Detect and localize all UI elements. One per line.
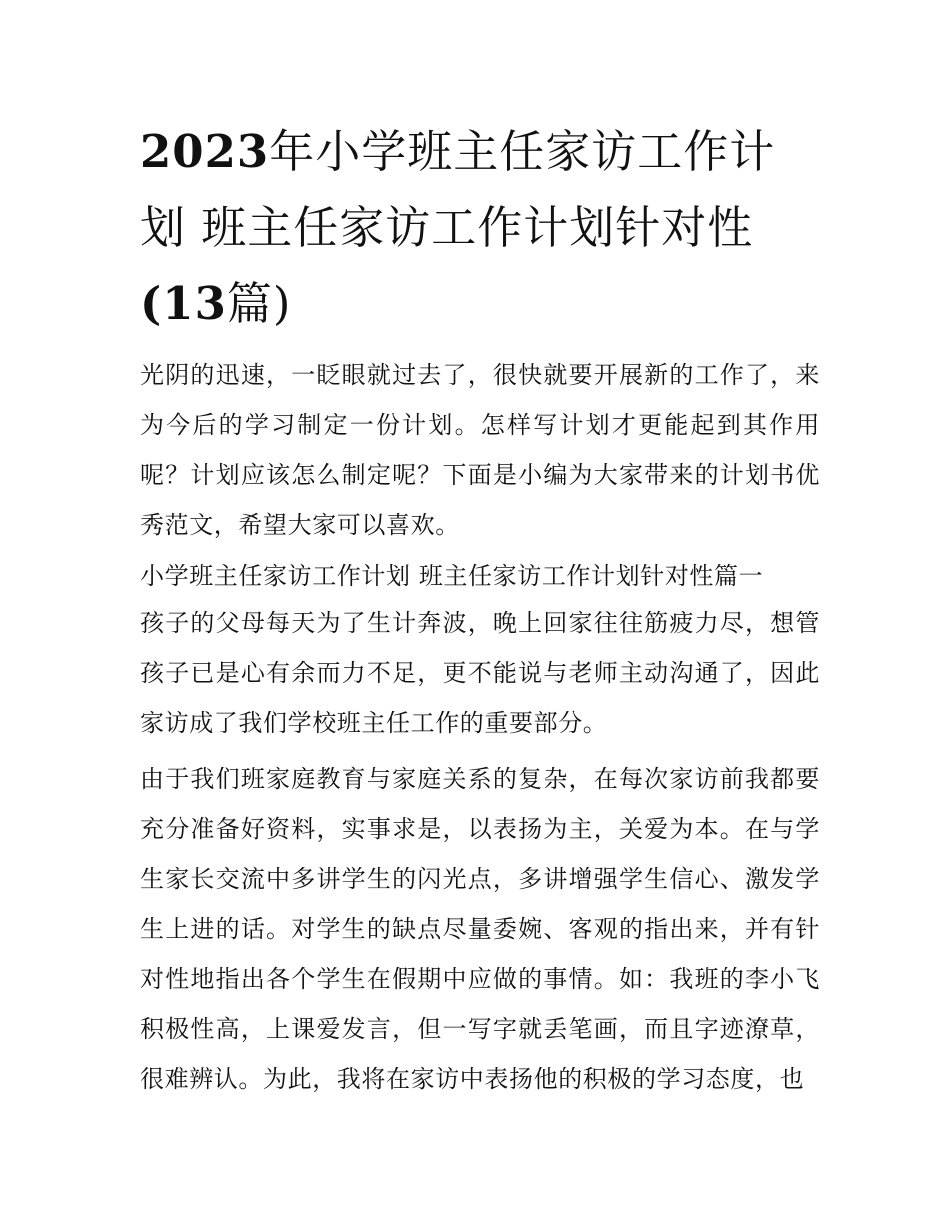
title-count: (13 [140,277,227,330]
body-paragraph: 由于我们班家庭教育与家庭关系的复杂，在每次家访前我都要充分准备好资料，实事求是，以表扬为主，关爱为本。在与学生家长交流中多讲学生的闪光点，多讲增强学生信心、激发学生上进的话。对学生的缺点尽量委婉、客观的指出来，并有针对性地指出各个学生在假期中应做的事情。如：我班的李小飞积极性高，上课爱发言，但一写字就丢笔画，而且字迹潦草，很难辨认。为此，我将在家访中表扬他的积极的学习态度，也 [140,765,820,1093]
intro-paragraph: 光阴的迅速，一眨眼就过去了，很快就要开展新的工作了，来为今后的学习制定一份计划。怎样写计划才更能起到其作用呢？计划应该怎么制定呢？下面是小编为大家带来的计划书优秀范文，希望大家可以喜欢。 [140,361,820,539]
title-count-word: 篇) [226,277,292,330]
section-heading: 小学班主任家访工作计划 班主任家访工作计划针对性篇一 [140,562,764,590]
document-page [140,0,820,1104]
body-paragraph: 孩子的父母每天为了生计奔波，晚上回家往往筋疲力尽，想管孩子已是心有余而力不足，更不能说与老师主动沟通了，因此家访成了我们学校班主任工作的重要部分。 [140,609,820,737]
document-title [140,114,820,342]
title-year: 2023 [140,125,270,178]
title-text: 年小学班主任家访工作计划 班主任家访工作计划针对性 [140,125,776,254]
